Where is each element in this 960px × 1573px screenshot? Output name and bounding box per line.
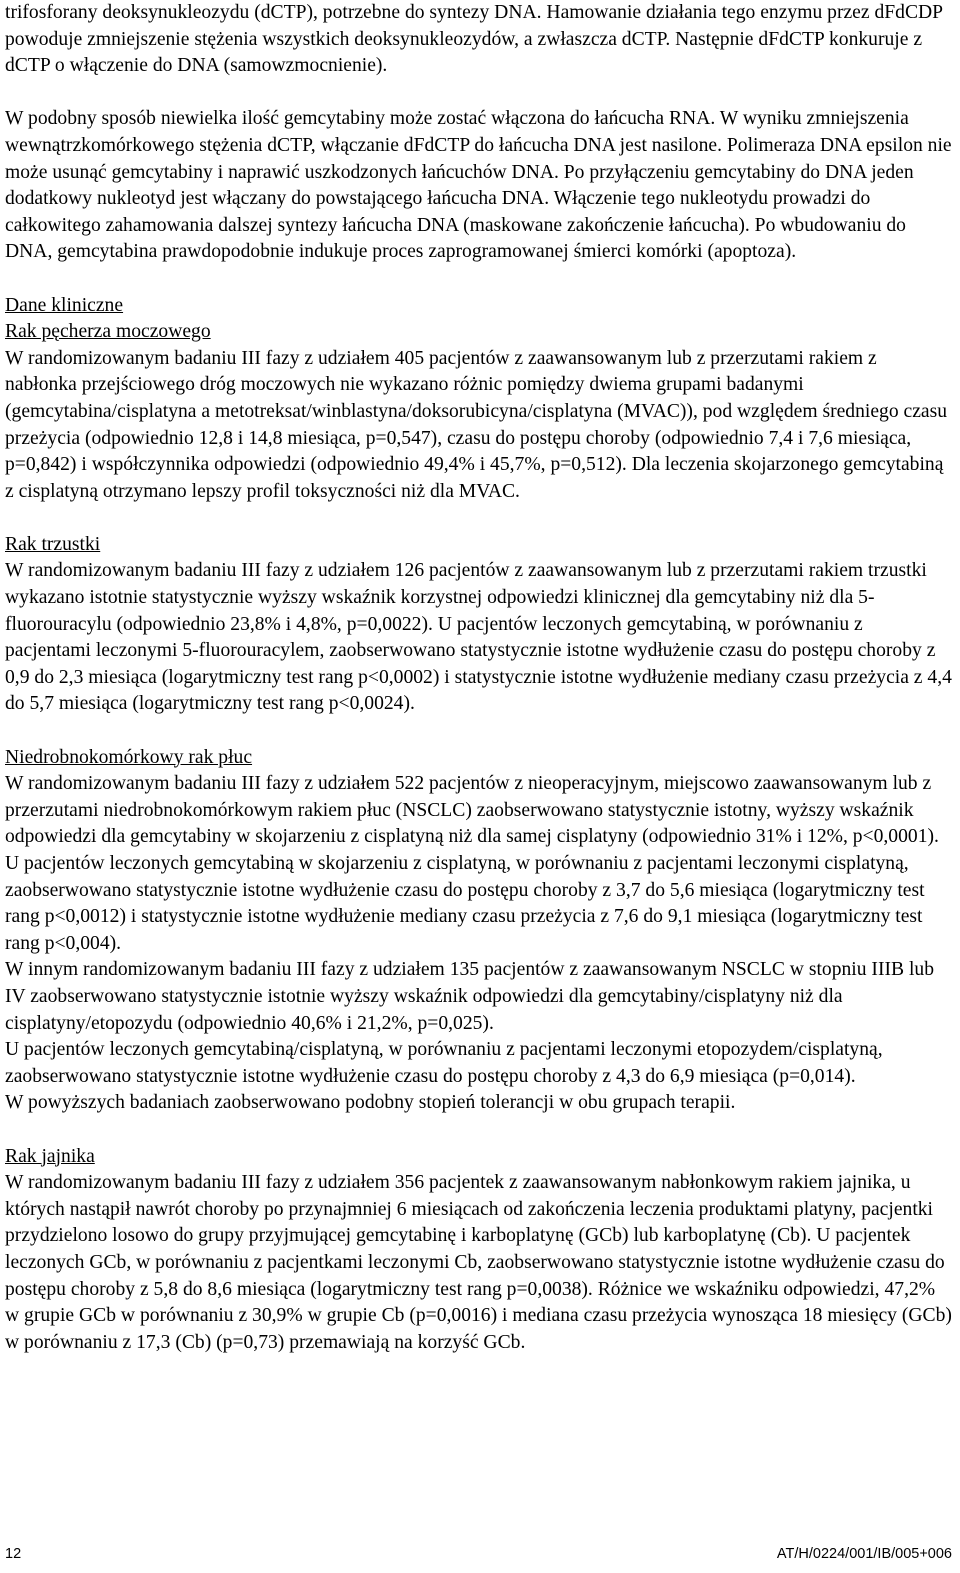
paragraph-nsclc-4: W powyższych badaniach zaobserwowano podobny stopień tolerancji w obu grupach terapii. xyxy=(5,1092,736,1114)
subheading-bladder-cancer: Rak pęcherza moczowego xyxy=(5,321,211,343)
paragraph-pancreatic-cancer: W randomizowanym badaniu III fazy z udziałem 126 pacjentów z zaawansowanym lub z przerzutami rakiem trzustki wykazano istotnie statystycznie wyższy wskaźnik korzystnej odpowiedzi klinicznej dla gemcytabiny niż dla 5-fluorouracylu (odpowiednio 23,8% i 4,8%, p=0,0022). U pacjentów leczonych gemcytabiną, w porównaniu z pacjentami leczonymi 5-fluorouracylem, zaobserwowano statystycznie istotne wydłużenie czasu do postępu choroby z 0,9 do 2,3 miesiąca (logarytmiczny test rang p<0,0002) i statystycznie istotne wydłużenie mediany czasu przeżycia z 4,4 do 5,7 miesiąca (logarytmiczny test rang p<0,0024). xyxy=(5,560,952,715)
page-footer xyxy=(5,1546,952,1566)
paragraph-nsclc-1: W randomizowanym badaniu III fazy z udziałem 522 pacjentów z nieoperacyjnym, miejscowo zaawansowanym lub z przerzutami niedrobnokomórkowym rakiem płuc (NSCLC) zaobserwowano statystycznie istotny, wyższy wskaźnik odpowiedzi dla gemcytabiny w skojarzeniu z cisplatyną niż dla samej cisplatyny (odpowiednio 31% i 12%, p<0,0001). U pacjentów leczonych gemcytabiną w skojarzeniu z cisplatyną, w porównaniu z pacjentami leczonymi cisplatyną, zaobserwowano statystycznie istotne wydłużenie czasu do postępu choroby z 3,7 do 5,6 miesiąca (logarytmiczny test rang p<0,0012) i statystycznie istotne wydłużenie mediany czasu przeżycia z 7,6 do 9,1 miesiąca (logarytmiczny test rang p<0,004). xyxy=(5,773,939,954)
subheading-ovarian-cancer: Rak jajnika xyxy=(5,1145,95,1167)
paragraph-mechanism-dctp: trifosforany deoksynukleozydu (dCTP), potrzebne do syntezy DNA. Hamowanie działania tego enzymu przez dFdCDP powoduje zmniejszenie stężenia wszystkich deoksynukleozydów, a zwłaszcza dCTP. Następnie dFdCTP konkuruje z dCTP o włączenie do DNA (samowzmocnienie). xyxy=(5,2,943,77)
subheading-nsclc: Niedrobnokomórkowy rak płuc xyxy=(5,746,253,768)
subheading-pancreatic-cancer: Rak trzustki xyxy=(5,533,101,555)
document-reference: AT/H/0224/001/IB/005+006 xyxy=(776,1546,952,1562)
section-heading-clinical-data: Dane kliniczne xyxy=(5,294,124,316)
paragraph-bladder-cancer: W randomizowanym badaniu III fazy z udziałem 405 pacjentów z zaawansowanym lub z przerzutami rakiem z nabłonka przejściowego dróg moczowych nie wykazano różnic pomiędzy dwiema grupami badanymi (gemcytabina/cisplatyna a metotreksat/winblastyna/doksorubicyna/cisplatyna (MVAC)), pod względem średniego czasu przeżycia (odpowiednio 12,8 i 14,8 miesiąca, p=0,547), czasu do postępu choroby (odpowiednio 7,4 i 7,6 miesiąca, p=0,842) i współczynnika odpowiedzi (odpowiednio 49,4% i 45,7%, p=0,512). Dla leczenia skojarzonego gemcytabiną z cisplatyną otrzymano lepszy profil toksyczności niż dla MVAC. xyxy=(5,347,948,502)
page-number: 12 xyxy=(5,1546,22,1562)
document-body xyxy=(5,0,953,1356)
paragraph-ovarian-cancer: W randomizowanym badaniu III fazy z udziałem 356 pacjentek z zaawansowanym nabłonkowym rakiem jajnika, u których nastąpił nawrót choroby po przynajmniej 6 miesiącach od zakończenia leczenia produktami platyny, pacjentki przydzielono losowo do grupy przyjmującej gemcytabinę i karboplatynę (GCb) lub karboplatynę (Cb). U pacjentek leczonych GCb, w porównaniu z pacjentkami leczonymi Cb, zaobserwowano statystycznie istotne wydłużenie czasu do postępu choroby z 5,8 do 8,6 miesiąca (logarytmiczny test rang p=0,0038). Różnice we wskaźniku odpowiedzi, 47,2% w grupie GCb w porównaniu z 30,9% w grupie Cb (p=0,0016) i mediana czasu przeżycia wynosząca 18 miesięcy (GCb) w porównaniu z 17,3 (Cb) (p=0,73) przemawiają na korzyść GCb. xyxy=(5,1172,952,1353)
paragraph-nsclc-3: U pacjentów leczonych gemcytabiną/cisplatyną, w porównaniu z pacjentami leczonymi etopozydem/cisplatyną, zaobserwowano statystycznie istotne wydłużenie czasu do postępu choroby z 4,3 do 6,9 miesiąca (p=0,014). xyxy=(5,1039,883,1087)
paragraph-nsclc-2: W innym randomizowanym badaniu III fazy z udziałem 135 pacjentów z zaawansowanym NSCLC w stopniu IIIB lub IV zaobserwowano statystycznie istotnie wyższy wskaźnik odpowiedzi dla gemcytabiny/cisplatyny niż dla cisplatyny/etopozydu (odpowiednio 40,6% i 21,2%, p=0,025). xyxy=(5,959,935,1034)
paragraph-mechanism-rna: W podobny sposób niewielka ilość gemcytabiny może zostać włączona do łańcucha RNA. W wyniku zmniejszenia wewnątrzkomórkowego stężenia dCTP, włączanie dFdCTP do łańcucha DNA jest nasilone. Polimeraza DNA epsilon nie może usunąć gemcytabiny i naprawić uszkodzonych łańcuchów DNA. Po przyłączeniu gemcytabiny do DNA jeden dodatkowy nukleotyd jest włączany do powstającego łańcucha DNA. Włączenie tego nukleotydu prowadzi do całkowitego zahamowania dalszej syntezy łańcucha DNA (maskowane zakończenie łańcucha). Po wbudowaniu do DNA, gemcytabina prawdopodobnie indukuje proces zaprogramowanej śmierci komórki (apoptoza). xyxy=(5,108,952,263)
